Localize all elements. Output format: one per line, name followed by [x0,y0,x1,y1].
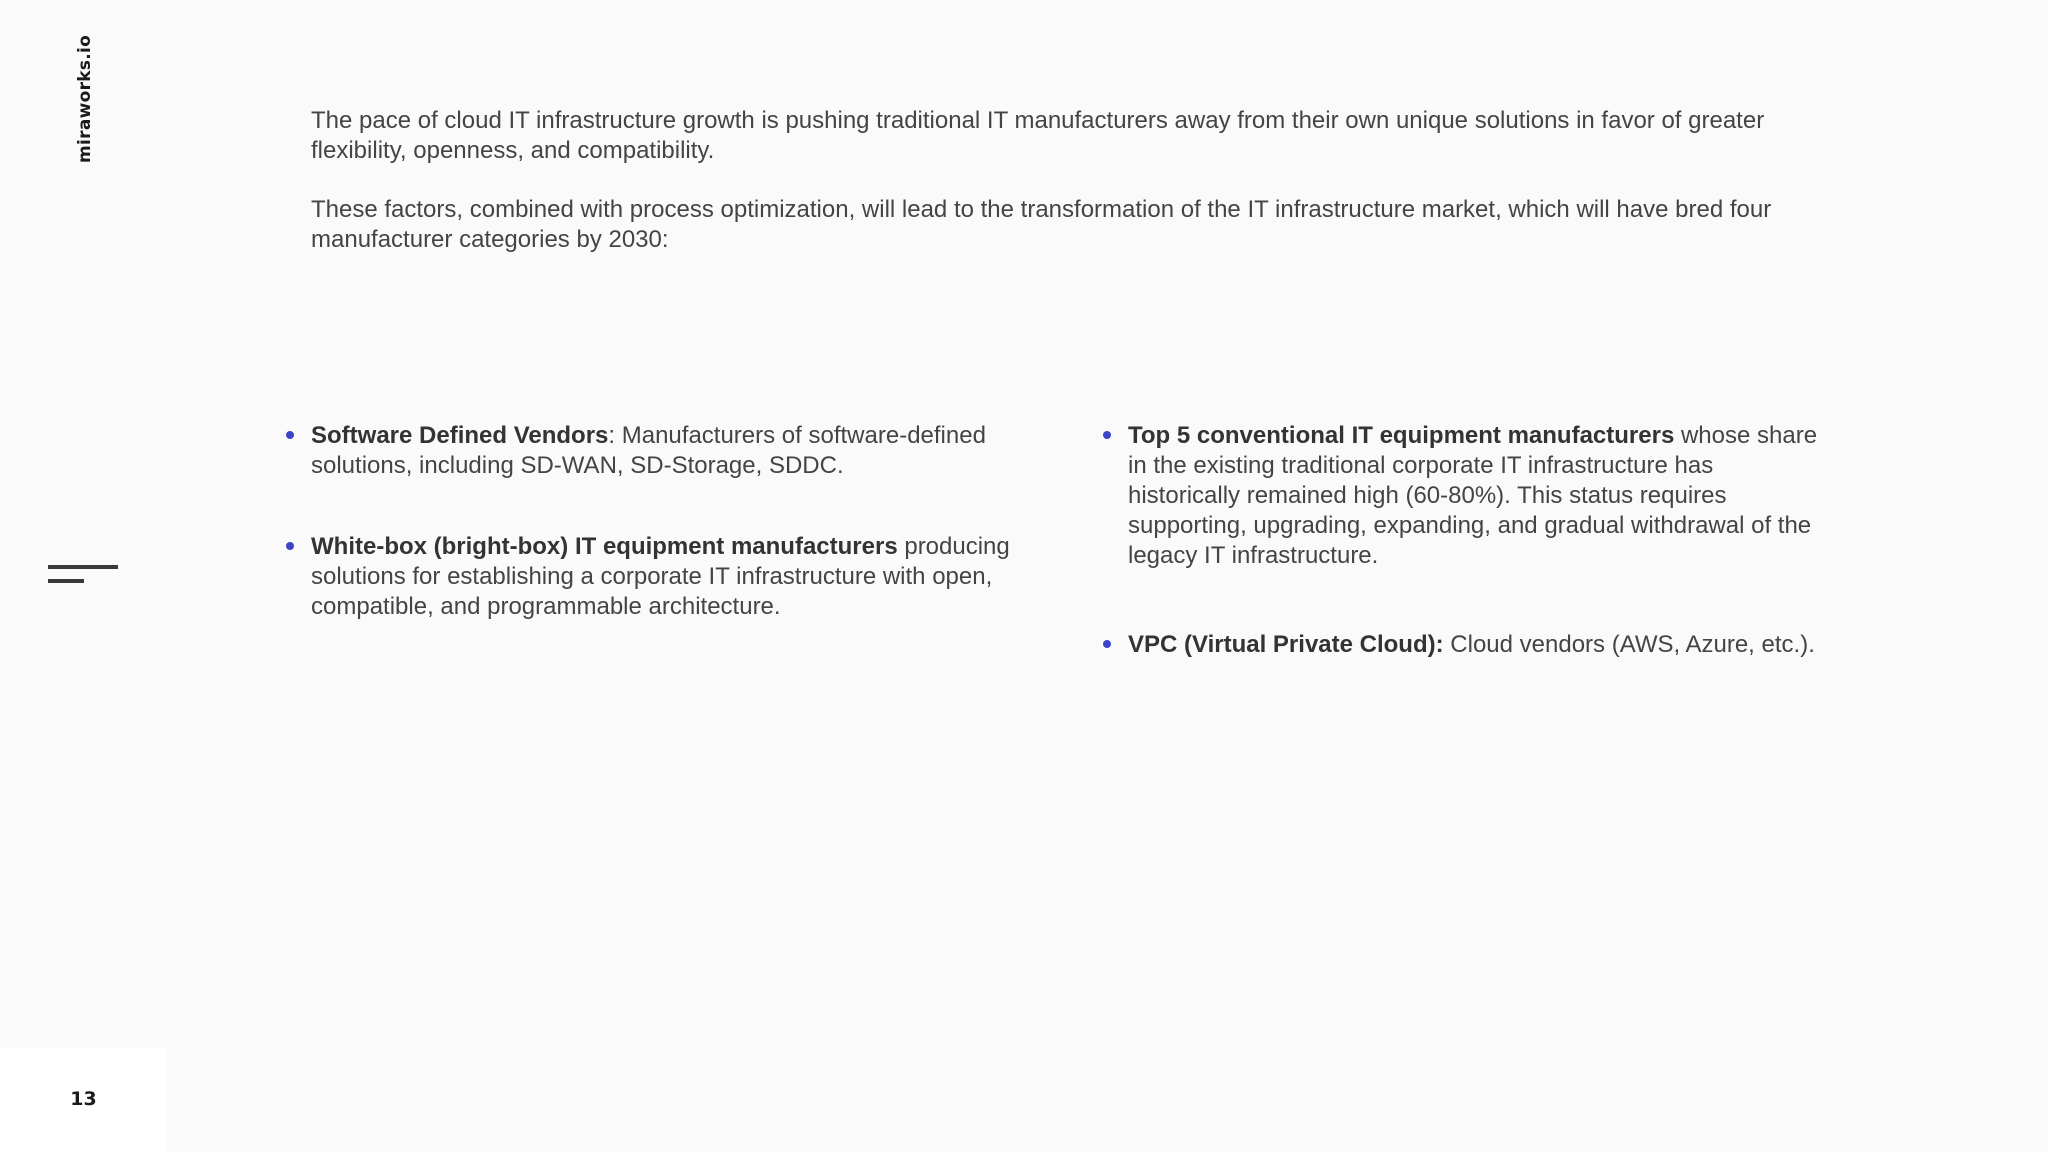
list-item [311,421,1011,481]
list-item-text: Cloud vendors (AWS, Azure, etc.). [1443,631,1815,658]
list-item [1128,630,1828,660]
brand-logo [70,34,100,170]
menu-line-short [48,579,84,583]
list-item-text: : Manufacturers of software-defined solutions, including SD-WAN, SD-Storage, SDDC. [311,422,986,479]
list-item [311,532,1011,622]
list-item-title: Top 5 conventional IT equipment manufacturers [1128,422,1675,449]
list-item-title: White-box (bright-box) IT equipment manufacturers [311,533,898,560]
intro-paragraph-2: These factors, combined with process optimization, will lead to the transformation of the IT infrastructure market, which will have bred four manufacturer categories by 2030: [311,196,1772,253]
page-number: 13 [70,1088,97,1110]
intro-paragraph-1: The pace of cloud IT infrastructure growth is pushing traditional IT manufacturers away from their own unique solutions in favor of greater flexibility, openness, and compatibility. [311,107,1765,164]
bullet-list-left [311,421,1011,622]
menu-lines-icon[interactable] [48,565,118,585]
bullet-list-right [1128,421,1828,660]
list-item-text: producing solutions for establishing a corporate IT infrastructure with open, compatible, and programmable architecture. [311,533,1010,620]
brand-name: miraworks.io [75,34,95,163]
list-item-title: Software Defined Vendors [311,422,609,449]
intro-text [311,106,1831,284]
list-item [1128,421,1828,571]
list-item-text: whose share in the existing traditional corporate IT infrastructure has historically remained high (60-80%). This status requires supporting, upgrading, expanding, and gradual withdrawal of the legacy IT infrastructure. [1128,422,1818,569]
list-item-title: VPC (Virtual Private Cloud): [1128,631,1444,658]
menu-line-long [48,565,118,569]
